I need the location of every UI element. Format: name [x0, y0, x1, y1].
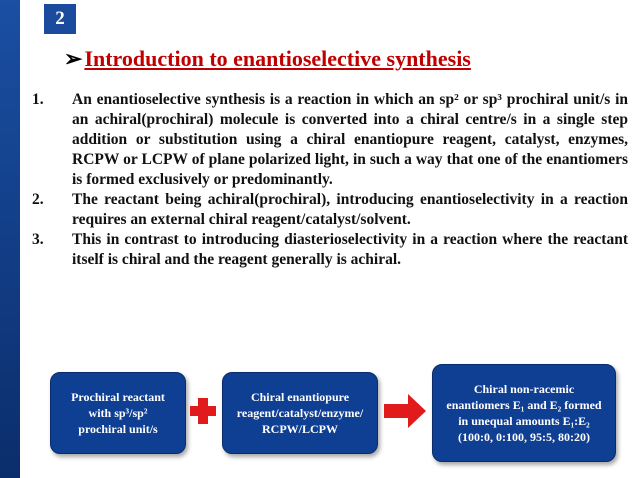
box-line: Chiral non-racemic: [473, 382, 575, 396]
slide-number: 2: [44, 4, 76, 34]
list-item-text: The reactant being achiral(prochiral), introducing enantioselectivity in a reaction requires an external chiral reagent/catalyst/solvent.: [72, 191, 628, 228]
box-line: in unequal amounts E₁:E₂: [458, 414, 590, 428]
box-line: (100:0, 0:100, 95:5, 80:20): [458, 430, 590, 444]
arrow-bullet-icon: ➢: [64, 46, 83, 71]
box-line: reagent/catalyst/enzyme/: [236, 406, 364, 420]
box-line: Prochiral reactant: [71, 390, 165, 404]
point-list: [32, 90, 628, 270]
box-line: RCPW/LCPW: [262, 422, 338, 436]
list-item-text: This in contrast to introducing diasterioselectivity in a reaction where the reactant itself is chiral and the reagent generally is achiral.: [72, 231, 628, 268]
plus-icon: [190, 398, 216, 424]
list-item-number: 2.: [32, 191, 44, 208]
box-line: enantiomers E₁ and E₂ formed: [446, 398, 602, 412]
list-item-text: An enantioselective synthesis is a reaction in which an sp² or sp³ prochiral unit/s in an achiral(prochiral) molecule is converted into a chiral centre/s in a single step addition or substitution using a chiral enantiopure reagent, catalyst, enzymes, RCPW or LCPW of plane polarized light, in such a way that one of the enantiomers is formed exclusively or predominantly.: [72, 91, 628, 188]
chiral-reagent-box: [222, 372, 378, 454]
list-item-number: 1.: [32, 91, 44, 108]
list-item: [32, 90, 628, 190]
list-item: [32, 190, 628, 230]
box-line: with sp³/sp²: [88, 406, 148, 420]
prochiral-reactant-box: [50, 372, 186, 454]
list-item-number: 3.: [32, 231, 44, 248]
slide-title: [64, 46, 624, 72]
list-item: [32, 230, 628, 270]
box-line: prochiral unit/s: [78, 422, 158, 436]
slide-title-text: Introduction to enantioselective synthesis: [84, 46, 471, 71]
right-arrow-icon: [384, 394, 426, 428]
enantiomer-product-box: [432, 364, 616, 462]
reaction-flow: [0, 360, 638, 460]
box-line: Chiral enantiopure: [250, 390, 350, 404]
